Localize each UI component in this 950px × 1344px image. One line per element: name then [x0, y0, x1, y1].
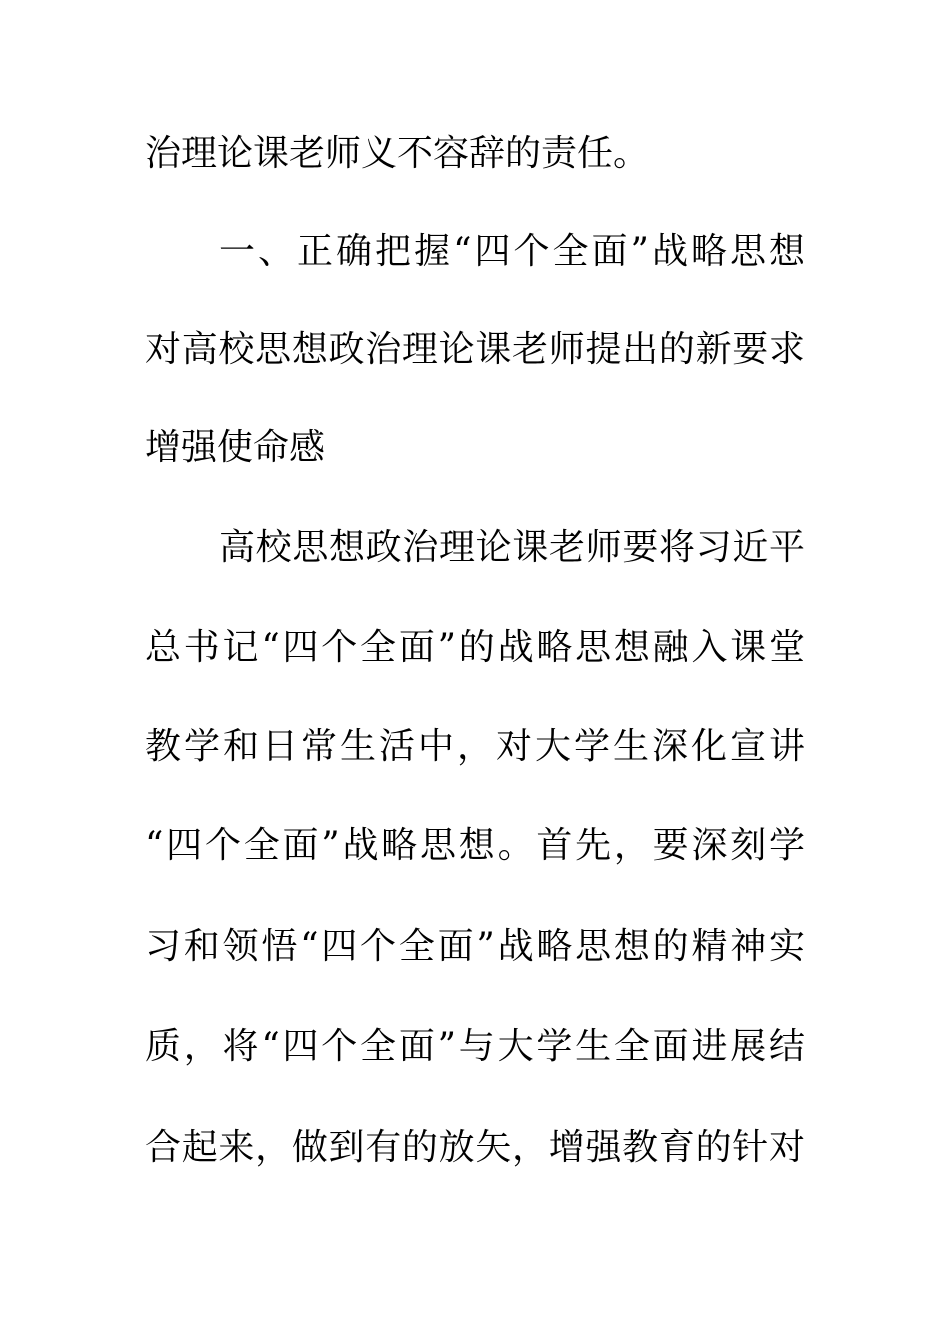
section-heading-line: 对高校思想政治理论课老师提出的新要求 — [145, 329, 805, 370]
section-heading-line: 一、正确把握“四个全面”战略思想 — [219, 231, 805, 272]
text-line: 总书记“四个全面”的战略思想融入课堂 — [145, 627, 805, 668]
text-line: 高校思想政治理论课老师要将习近平 — [219, 527, 805, 568]
section-heading-line: 增强使命感 — [145, 427, 326, 468]
text-line: 治理论课老师义不容辞的责任。 — [145, 133, 650, 174]
text-line: 教学和日常生活中，对大学生深化宣讲 — [145, 726, 805, 767]
text-line: “四个全面”战略思想。首先，要深刻学 — [145, 825, 805, 866]
text-line: 合起来，做到有的放矢，增强教育的针对 — [145, 1127, 805, 1168]
text-line: 习和领悟“四个全面”战略思想的精神实 — [145, 926, 805, 967]
text-line: 质，将“四个全面”与大学生全面进展结 — [145, 1026, 805, 1067]
